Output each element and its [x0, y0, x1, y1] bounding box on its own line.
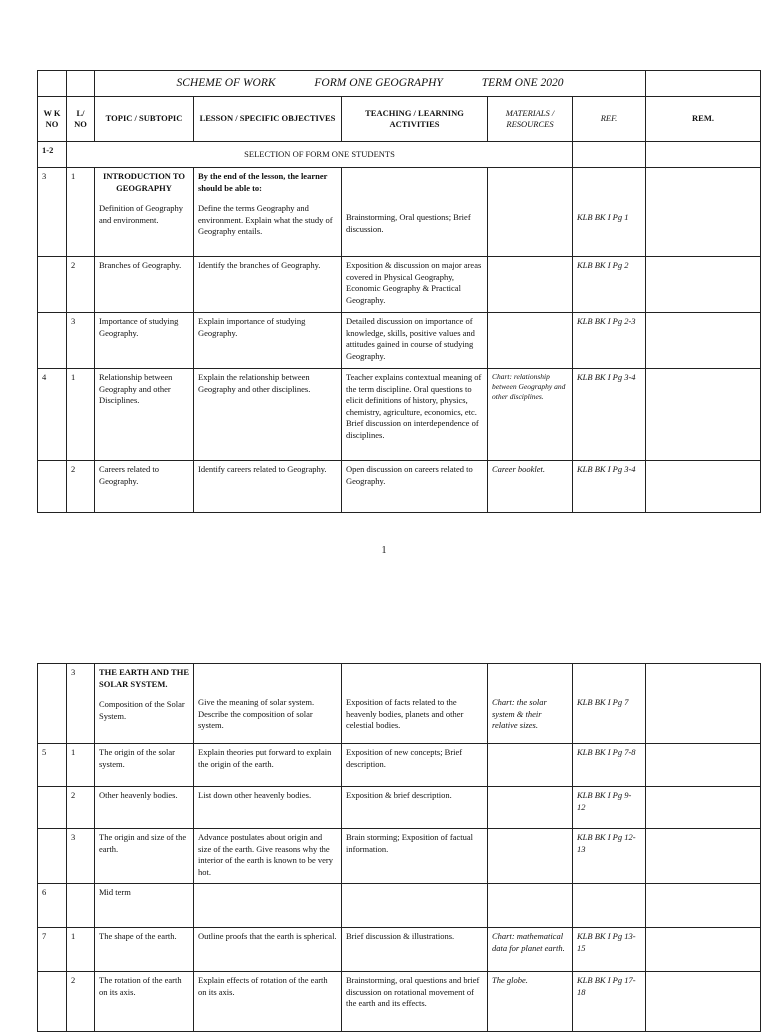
row-topic: Importance of studying Geography. — [95, 313, 194, 369]
row-activities: Exposition & discussion on major areas covered in Physical Geography, Economic Geography & Practical Geography. — [342, 257, 488, 313]
selection-text: SELECTION OF FORM ONE STUDENTS — [67, 142, 573, 168]
row-lesson: 3 — [67, 829, 95, 884]
topic-heading: THE EARTH AND THE SOLAR SYSTEM. — [99, 667, 189, 689]
header-row — [38, 97, 761, 142]
selection-row — [38, 142, 761, 168]
row-activities: Brainstorming, oral questions and brief discussion on rotational movement of the earth and its effects. — [342, 972, 488, 1032]
row-topic: The origin and size of the earth. — [95, 829, 194, 884]
row-ref: KLB BK I Pg 2-3 — [573, 313, 646, 369]
row-lesson: 1 — [67, 369, 95, 461]
selection-week: 1-2 — [38, 142, 67, 168]
table-row — [38, 313, 761, 369]
row-topic: Relationship between Geography and other Disciplines. — [95, 369, 194, 461]
row-ref: KLB BK I Pg 3-4 — [573, 461, 646, 513]
row-objectives: Explain effects of rotation of the earth on its axis. — [194, 972, 342, 1032]
header-topic: TOPIC / SUBTOPIC — [95, 97, 194, 142]
row-objectives: Advance postulates about origin and size of the earth. Give reasons why the interior of the earth is known to be very hot. — [194, 829, 342, 884]
objectives-text: Define the terms Geography and environment. Explain what the study of Geography entails. — [198, 203, 333, 236]
row-objectives: Explain importance of studying Geography. — [194, 313, 342, 369]
row-lesson: 2 — [67, 972, 95, 1032]
row-ref: KLB BK I Pg 13- 15 — [573, 928, 646, 972]
header-activities: TEACHING / LEARNING ACTIVITIES — [342, 97, 488, 142]
row-objectives: Outline proofs that the earth is spherical. — [194, 928, 342, 972]
table-row — [38, 664, 761, 744]
page-number: 1 — [381, 545, 387, 556]
row-activities: Brainstorming, Oral questions; Brief discussion. — [342, 168, 488, 257]
row-lesson: 2 — [67, 787, 95, 829]
table-row — [38, 787, 761, 829]
row-activities: Exposition of facts related to the heavenly bodies, planets and other celestial bodies. — [342, 664, 488, 744]
row-lesson: 3 — [67, 313, 95, 369]
row-ref: KLB BK I Pg 7 — [573, 664, 646, 744]
row-lesson: 3 — [67, 664, 95, 744]
row-topic: Branches of Geography. — [95, 257, 194, 313]
table-row — [38, 928, 761, 972]
row-week: 7 — [38, 928, 67, 972]
row-materials: Career booklet. — [488, 461, 573, 513]
title-scheme: SCHEME OF WORK — [176, 76, 276, 89]
row-objectives — [194, 168, 342, 257]
table-row — [38, 461, 761, 513]
row-ref: KLB BK I Pg 9- 12 — [573, 787, 646, 829]
table-row — [38, 884, 761, 928]
row-materials: Chart: mathematical data for planet earth. — [488, 928, 573, 972]
row-materials: The globe. — [488, 972, 573, 1032]
row-objectives: Identify careers related to Geography. — [194, 461, 342, 513]
document-title — [95, 71, 646, 97]
row-activities: Exposition & brief description. — [342, 787, 488, 829]
row-objectives: Explain the relationship between Geography and other disciplines. — [194, 369, 342, 461]
objectives-heading: By the end of the lesson, the learner should be able to: — [198, 171, 328, 193]
table-row — [38, 829, 761, 884]
row-lesson: 1 — [67, 744, 95, 787]
header-week: W K NO — [38, 97, 67, 142]
header-objectives: LESSON / SPECIFIC OBJECTIVES — [194, 97, 342, 142]
row-lesson: 1 — [67, 168, 95, 257]
row-materials: Chart: relationship between Geography and other disciplines. — [488, 369, 573, 461]
header-materials: MATERIALS / RESOURCES — [488, 97, 573, 142]
row-ref: KLB BK I Pg 17- 18 — [573, 972, 646, 1032]
row-activities: Exposition of new concepts; Brief description. — [342, 744, 488, 787]
table-row — [38, 257, 761, 313]
row-topic: Careers related to Geography. — [95, 461, 194, 513]
table-row — [38, 744, 761, 787]
row-activities: Brief discussion & illustrations. — [342, 928, 488, 972]
row-topic: The rotation of the earth on its axis. — [95, 972, 194, 1032]
row-rem — [646, 168, 761, 257]
row-topic — [95, 664, 194, 744]
row-lesson: 1 — [67, 928, 95, 972]
row-activities: Detailed discussion on importance of knowledge, skills, positive values and attitudes gained in course of studying Geography. — [342, 313, 488, 369]
row-topic: Other heavenly bodies. — [95, 787, 194, 829]
row-materials: Chart: the solar system & their relative sizes. — [488, 664, 573, 744]
table-row — [38, 369, 761, 461]
row-activities: Teacher explains contextual meaning of the term discipline. Oral questions to elicit definitions of history, physics, chemistry, agriculture, economics, etc. Brief discussion on interdependence of disciplines. — [342, 369, 488, 461]
row-week: 6 — [38, 884, 67, 928]
row-ref: KLB BK I Pg 7-8 — [573, 744, 646, 787]
row-activities: Open discussion on careers related to Geography. — [342, 461, 488, 513]
title-form: FORM ONE GEOGRAPHY — [314, 76, 443, 89]
row-ref: KLB BK I Pg 2 — [573, 257, 646, 313]
table-row — [38, 168, 761, 257]
row-objectives: List down other heavenly bodies. — [194, 787, 342, 829]
topic-heading: INTRODUCTION TO GEOGRAPHY — [102, 171, 186, 193]
row-activities: Brain storming; Exposition of factual information. — [342, 829, 488, 884]
subtopic: Composition of the Solar System. — [99, 699, 185, 721]
row-objectives: Give the meaning of solar system. Describe the composition of solar system. — [194, 664, 342, 744]
row-lesson: 2 — [67, 461, 95, 513]
header-ref: REF. — [573, 97, 646, 142]
row-materials — [488, 168, 573, 257]
row-lesson: 2 — [67, 257, 95, 313]
scheme-table-page-1 — [37, 70, 761, 513]
row-objectives: Identify the branches of Geography. — [194, 257, 342, 313]
scheme-table-page-2 — [37, 663, 761, 1032]
row-ref: KLB BK I Pg 1 — [573, 168, 646, 257]
table-row — [38, 972, 761, 1032]
row-ref: KLB BK I Pg 3-4 — [573, 369, 646, 461]
row-topic — [95, 168, 194, 257]
row-topic: The origin of the solar system. — [95, 744, 194, 787]
header-rem: REM. — [646, 97, 761, 142]
subtopic: Definition of Geography and environment. — [99, 203, 184, 225]
header-lesson-no: L/ NO — [67, 97, 95, 142]
row-topic: The shape of the earth. — [95, 928, 194, 972]
row-week: 3 — [38, 168, 67, 257]
row-week: 5 — [38, 744, 67, 787]
row-topic: Mid term — [95, 884, 194, 928]
title-term: TERM ONE 2020 — [481, 76, 564, 89]
row-ref: KLB BK I Pg 12- 13 — [573, 829, 646, 884]
row-objectives: Explain theories put forward to explain the origin of the earth. — [194, 744, 342, 787]
row-week: 4 — [38, 369, 67, 461]
